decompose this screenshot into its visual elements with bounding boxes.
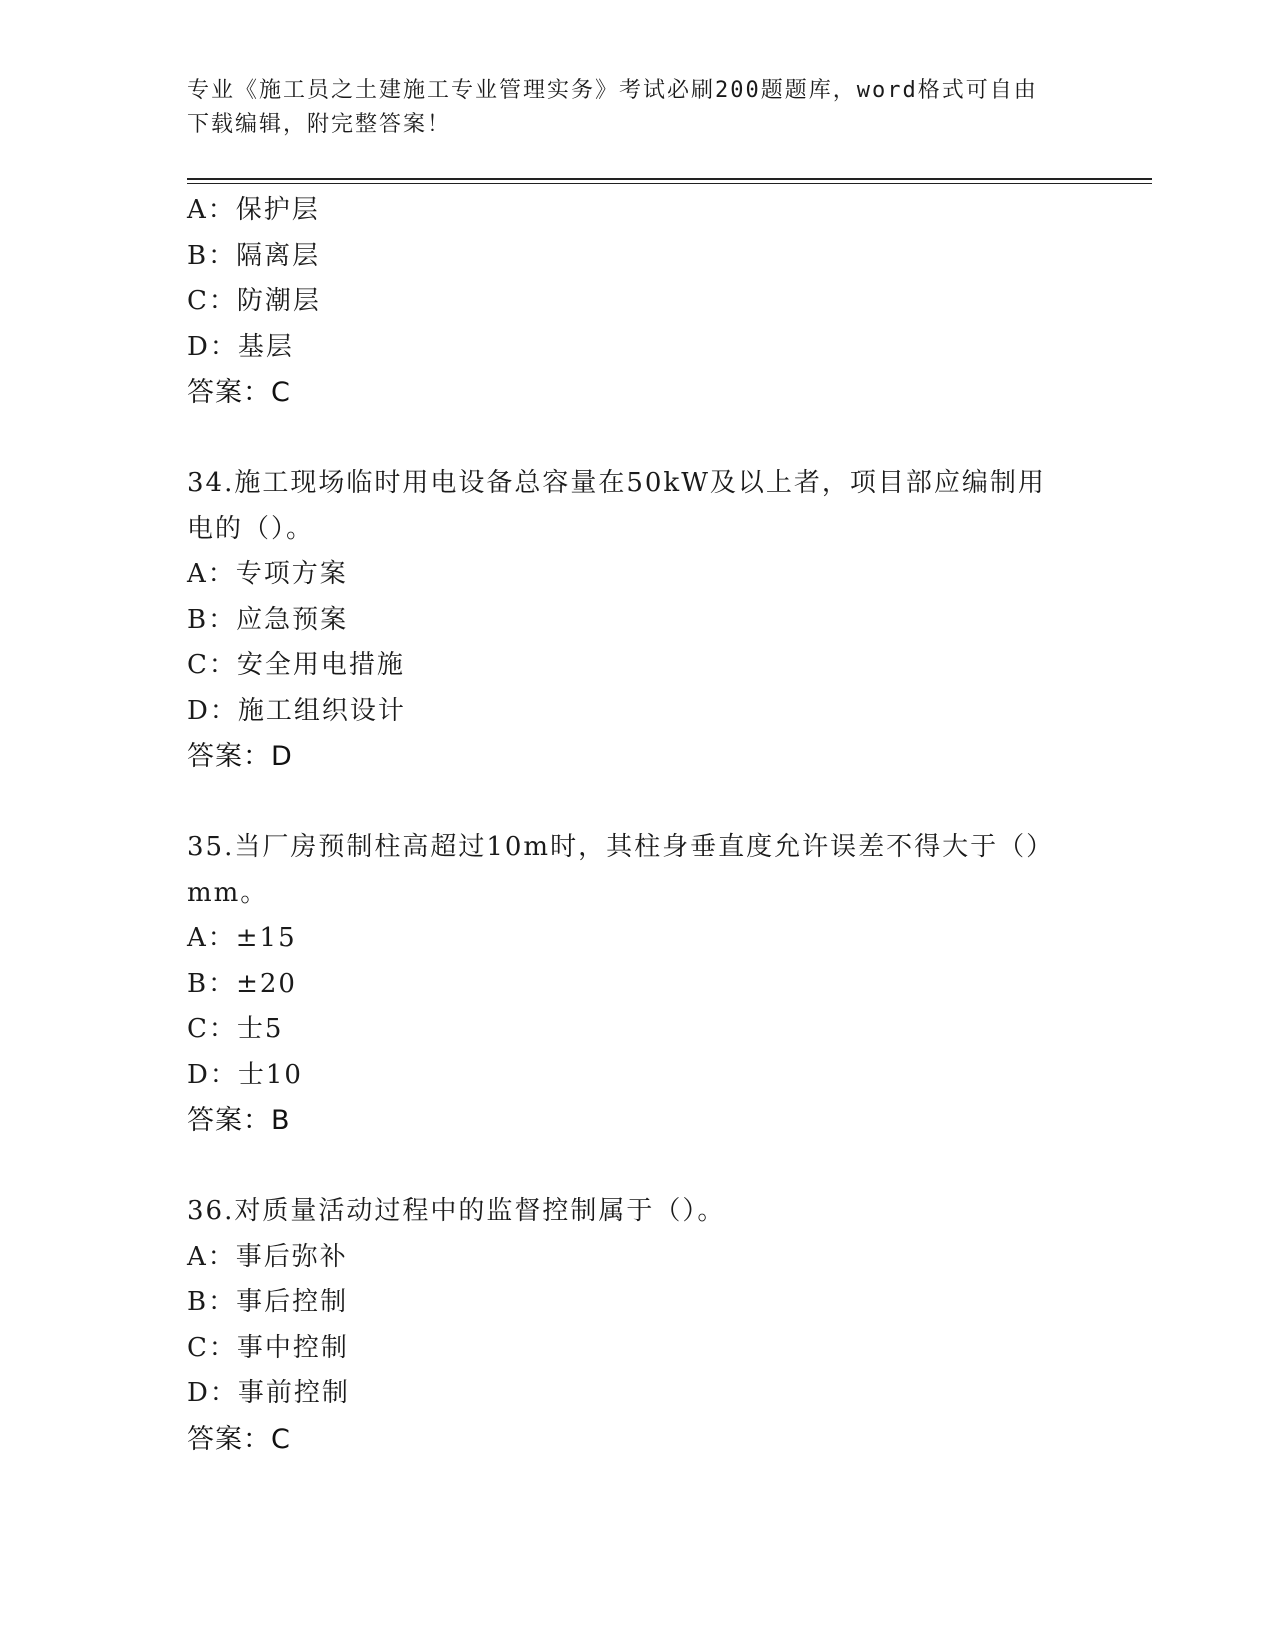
option-b: B：隔离层 (187, 240, 321, 271)
option-c: C：安全用电措施 (187, 650, 405, 680)
option-d: D：士10 (187, 1059, 303, 1090)
option-b: B：±20 (187, 968, 297, 999)
question-stem-line-2: mm。 (187, 877, 269, 908)
question-34 (187, 461, 1067, 780)
header-line-1: 专业《施工员之土建施工专业管理实务》考试必刷200题题库，word格式可自由 (187, 78, 1038, 103)
question-stem-line-2: 电的（）。 (187, 513, 315, 544)
option-d: D：事前控制 (187, 1378, 350, 1408)
option-a: A：专项方案 (187, 559, 348, 589)
answer-line: 答案：B (187, 1105, 291, 1136)
answer-line: 答案：D (187, 741, 293, 772)
header-divider-thick (187, 178, 1152, 180)
option-c: C：防潮层 (187, 286, 321, 316)
option-a: A：保护层 (187, 195, 320, 225)
answer-line: 答案：C (187, 1423, 291, 1455)
question-36 (187, 1189, 1067, 1462)
question-stem-line-1: 34.施工现场临时用电设备总容量在50kW及以上者，项目部应编制用 (187, 468, 1046, 498)
option-b: B：事后控制 (187, 1287, 349, 1317)
document-header (187, 74, 1067, 142)
question-list (187, 188, 1067, 1462)
option-a: A：±15 (187, 923, 297, 953)
question-35 (187, 825, 1067, 1144)
header-line-2: 下载编辑，附完整答案！ (187, 112, 452, 137)
header-divider-thin (187, 183, 1152, 184)
option-d: D：基层 (187, 331, 294, 362)
spacer (187, 1144, 1067, 1190)
option-c: C：士5 (187, 1014, 284, 1044)
option-a: A：事后弥补 (187, 1241, 348, 1272)
answer-line: 答案：C (187, 377, 291, 408)
option-c: C：事中控制 (187, 1332, 349, 1363)
spacer (187, 780, 1067, 826)
question-stem-line-1: 35.当厂房预制柱高超过10m时，其柱身垂直度允许误差不得大于（） (187, 832, 1055, 862)
spacer (187, 416, 1067, 462)
option-b: B：应急预案 (187, 604, 349, 635)
question-33 (187, 188, 1067, 416)
question-stem-line-1: 36.对质量活动过程中的监督控制属于（）。 (187, 1196, 726, 1226)
option-d: D：施工组织设计 (187, 695, 406, 726)
